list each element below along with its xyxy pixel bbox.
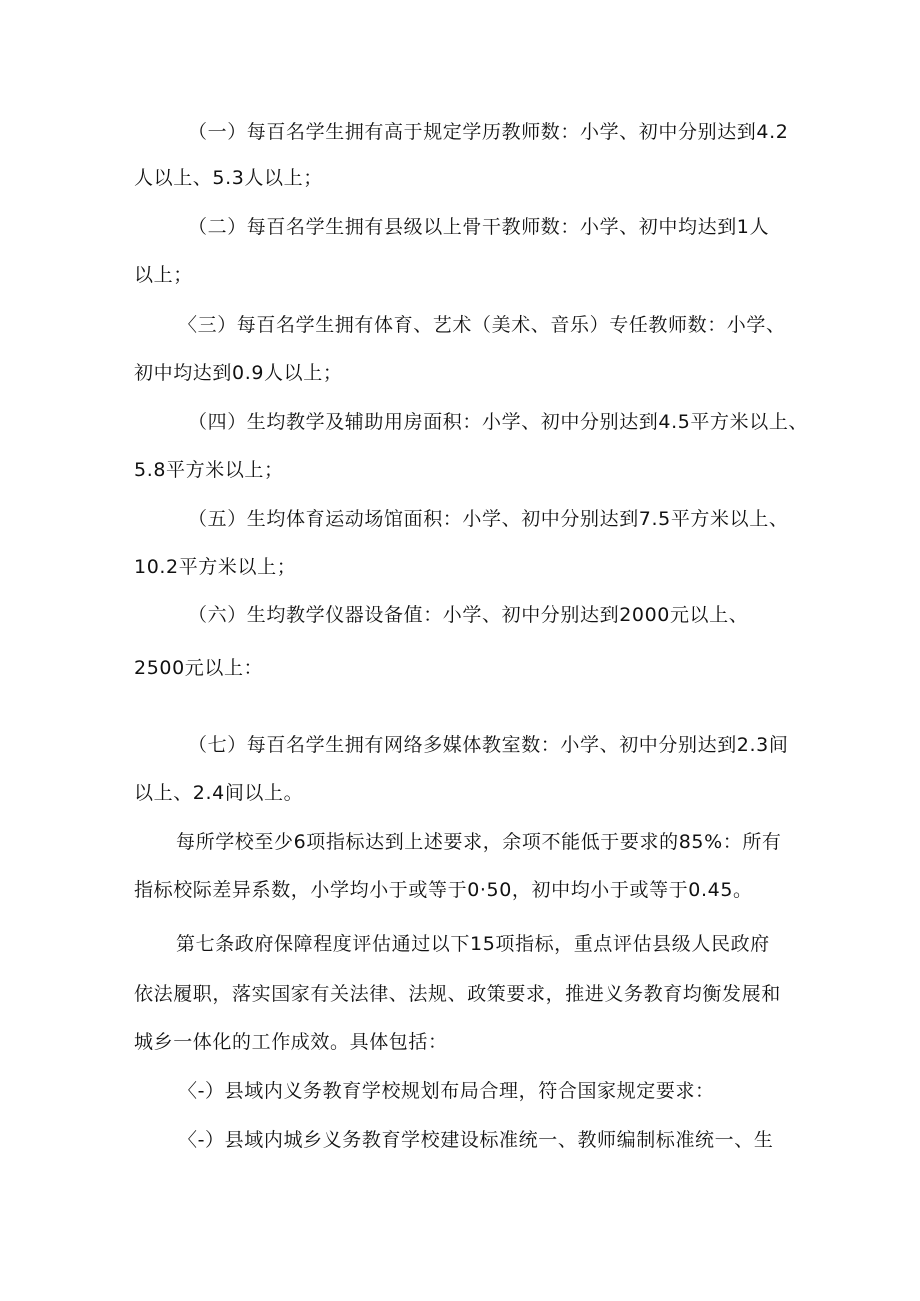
text-line: 第七条政府保障程度评估通过以下15项指标，重点评估县级人民政府 — [176, 933, 770, 955]
text-line: 〈-）县域内城乡义务教育学校建设标准统一、教师编制标准统一、生 — [178, 1129, 774, 1151]
text-line: 城乡一体化的工作成效。具体包括： — [134, 1031, 448, 1053]
text-line: （一）每百名学生拥有高于规定学历教师数：小学、初中分别达到4.2 — [188, 121, 789, 143]
text-line: （五）生均体育运动场馆面积：小学、初中分别达到7.5平方米以上、 — [188, 508, 789, 530]
text-line: 初中均达到0.9人以上； — [134, 362, 343, 384]
text-line: 10.2平方米以上； — [134, 556, 297, 578]
text-line: （二）每百名学生拥有县级以上骨干教师数：小学、初中均达到1人 — [188, 216, 770, 238]
text-line: （七）每百名学生拥有网络多媒体教室数：小学、初中分别达到2.3间 — [188, 734, 789, 756]
text-line: 依法履职，落实国家有关法律、法规、政策要求，推进义务教育均衡发展和 — [134, 983, 781, 1005]
text-line: 每所学校至少6项指标达到上述要求，余项不能低于要求的85%：所有 — [176, 831, 782, 853]
text-line: 〈-）县域内义务教育学校规划布局合理，符合国家规定要求： — [178, 1080, 715, 1102]
text-line: 以上、2.4间以上。 — [134, 782, 304, 804]
text-line: 人以上、5.3人以上； — [134, 167, 323, 189]
text-line: 以上； — [134, 264, 193, 286]
text-line: （四）生均教学及辅助用房面积：小学、初中分别达到4.5平方米以上、 — [188, 411, 809, 433]
text-line: 2500元以上： — [134, 657, 264, 679]
text-line: 指标校际差异系数，小学均小于或等于0·50，初中均小于或等于0.45。 — [134, 879, 753, 901]
text-line: 〈三）每百名学生拥有体育、艺术（美术、音乐）专任教师数：小学、 — [178, 314, 786, 336]
text-line: （六）生均教学仪器设备值：小学、初中分别达到2000元以上、 — [188, 604, 749, 626]
text-line: 5.8平方米以上； — [134, 459, 284, 481]
